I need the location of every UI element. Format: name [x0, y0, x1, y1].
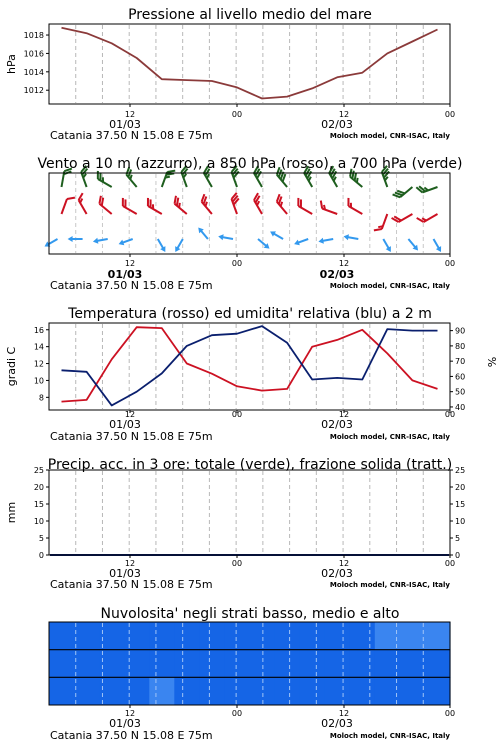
wind-arrow [381, 238, 394, 254]
cloud-cell [275, 622, 301, 650]
y-tick-label-right: 10 [455, 517, 466, 526]
cloud-cell [425, 622, 451, 650]
x-tick-label: 00 [231, 709, 243, 718]
plot-frame-3 [49, 470, 450, 555]
x-tick-label: 00 [231, 259, 243, 268]
model-credit: Moloch model, CNR-ISAC, Italy [329, 132, 450, 140]
y-tick-label: 1014 [23, 67, 44, 77]
x-tick-label: 12 [124, 709, 136, 718]
y-tick-label: 15 [33, 500, 44, 509]
y-axis-label: gradi C [5, 346, 18, 387]
wind-barb [119, 198, 140, 214]
cloud-cell [325, 677, 351, 705]
date-label: 01/03 [109, 717, 141, 730]
wind-arrow [92, 236, 108, 245]
date-label: 01/03 [107, 268, 143, 281]
cloud-cell [224, 622, 250, 650]
date-label: 01/03 [109, 567, 141, 580]
cloud-cell [174, 622, 200, 650]
cloud-cell [74, 677, 100, 705]
wind-arrow [68, 236, 83, 242]
x-tick-label: 12 [338, 410, 350, 419]
y-tick-label-right: 70 [455, 357, 466, 367]
y-tick-label-right: 0 [455, 551, 461, 560]
wind-arrow [269, 229, 285, 242]
cloud-cell [149, 650, 175, 678]
x-tick-label: 00 [444, 559, 456, 568]
wind-barb [416, 180, 437, 193]
temperature-line [62, 327, 438, 401]
cloud-cell [174, 650, 200, 678]
wind-barb [393, 182, 413, 200]
cloud-cell [300, 677, 326, 705]
date-label: 02/03 [321, 567, 353, 580]
location-label: Catania 37.50 N 15.08 E 75m [50, 279, 213, 292]
cloud-cell [250, 677, 276, 705]
date-label: 01/03 [109, 118, 141, 131]
date-label: 02/03 [321, 118, 353, 131]
cloud-cell [149, 677, 175, 705]
wind-barb [199, 194, 217, 214]
y-tick-label: 25 [33, 466, 44, 475]
wind-barb [392, 208, 413, 224]
y-tick-label: 20 [33, 483, 44, 492]
humidity-line [62, 326, 438, 405]
wind-barb [374, 212, 387, 233]
y-tick-label: 10 [33, 376, 44, 386]
cloud-cell [199, 650, 225, 678]
cloud-cell [224, 650, 250, 678]
chart-title: Nuvolosita' negli strati basso, medio e alto [100, 606, 400, 622]
location-label: Catania 37.50 N 15.08 E 75m [50, 430, 213, 443]
model-credit: Moloch model, CNR-ISAC, Italy [329, 433, 450, 441]
wind-arrow [318, 236, 334, 245]
x-tick-label: 00 [231, 110, 243, 119]
cloud-cell [400, 622, 426, 650]
y-tick-label-right: 20 [455, 483, 466, 492]
y-tick-label-right: 15 [455, 500, 466, 509]
x-tick-label: 00 [231, 410, 243, 419]
x-tick-label: 12 [124, 110, 136, 119]
cloud-cell [174, 677, 200, 705]
y-tick-label: 1016 [23, 49, 44, 59]
wind-barb [96, 196, 116, 214]
wind-barb [62, 195, 75, 216]
x-tick-label: 00 [231, 559, 243, 568]
wind-barb [144, 198, 165, 214]
y-tick-label-right: 25 [455, 466, 466, 475]
wind-arrow [196, 226, 210, 241]
date-label: 02/03 [321, 418, 353, 431]
cloud-cell [124, 622, 150, 650]
cloud-cell [49, 677, 75, 705]
wind-arrow [155, 238, 168, 254]
y-tick-label: 1012 [23, 86, 44, 96]
cloud-cell [199, 677, 225, 705]
y-tick-label-right: 90 [455, 326, 466, 336]
cloud-cell [149, 622, 175, 650]
y-tick-label: 12 [33, 359, 44, 369]
cloud-cell [250, 650, 276, 678]
y-tick-label: 16 [33, 325, 44, 335]
y-tick-label-right: 50 [455, 387, 466, 397]
x-tick-label: 12 [338, 259, 350, 268]
wind-barb [171, 196, 191, 214]
plot-frame-2 [49, 323, 450, 410]
wind-barb [295, 198, 316, 214]
y-tick-label: 8 [38, 393, 44, 403]
cloud-cell [300, 622, 326, 650]
x-tick-label: 00 [444, 110, 456, 119]
wind-barb [252, 193, 268, 214]
cloud-cell [275, 650, 301, 678]
y-tick-label: 14 [33, 342, 44, 352]
y-tick-label: 10 [33, 517, 44, 526]
chart-title: Vento a 10 m (azzurro), a 850 hPa (rosso), a 700 hPa (verde) [37, 156, 463, 172]
location-label: Catania 37.50 N 15.08 E 75m [50, 578, 213, 591]
wind-barb [417, 208, 438, 224]
cloud-cell [49, 622, 75, 650]
cloud-cell [224, 677, 250, 705]
x-tick-label: 00 [444, 259, 456, 268]
cloud-cell [350, 622, 376, 650]
cloud-cell [74, 650, 100, 678]
location-label: Catania 37.50 N 15.08 E 75m [50, 729, 213, 742]
y-tick-label-right: 80 [455, 341, 466, 351]
date-label: 02/03 [321, 717, 353, 730]
wind-barb [318, 201, 339, 214]
cloud-cell [400, 677, 426, 705]
cloud-cell [124, 650, 150, 678]
x-tick-label: 00 [444, 709, 456, 718]
cloud-cell [300, 650, 326, 678]
y-tick-label: 0 [38, 551, 44, 560]
cloud-cell [425, 650, 451, 678]
x-tick-label: 12 [124, 410, 136, 419]
wind-arrow [118, 236, 134, 247]
y-tick-label: 1018 [23, 31, 44, 41]
wind-arrow [256, 237, 271, 251]
y-tick-label-right: 40 [455, 402, 466, 412]
cloud-cell [350, 677, 376, 705]
wind-arrow [43, 236, 59, 249]
cloud-cell [325, 650, 351, 678]
pressure-line [62, 28, 438, 99]
cloud-cell [74, 622, 100, 650]
x-tick-label: 12 [338, 709, 350, 718]
cloud-cell [49, 650, 75, 678]
model-credit: Moloch model, CNR-ISAC, Italy [329, 581, 450, 589]
wind-barb [230, 193, 243, 214]
cloud-cell [124, 677, 150, 705]
cloud-cell [350, 650, 376, 678]
chart-title: Precip. acc. in 3 ore: totale (verde), frazione solida (tratt.) [47, 457, 453, 473]
cloud-cell [275, 677, 301, 705]
cloud-cell [400, 650, 426, 678]
x-tick-label: 12 [124, 559, 136, 568]
wind-arrow [431, 238, 444, 254]
y-axis-label: hPa [5, 54, 18, 74]
wind-arrow [343, 233, 359, 242]
chart-title: Pressione al livello medio del mare [128, 7, 372, 23]
cloud-cell [425, 677, 451, 705]
wind-arrow [406, 237, 420, 252]
y-axis-label: mm [5, 501, 18, 524]
cloud-cell [325, 622, 351, 650]
wind-barb [77, 193, 93, 214]
x-tick-label: 12 [338, 559, 350, 568]
model-credit: Moloch model, CNR-ISAC, Italy [329, 282, 450, 290]
x-tick-label: 00 [444, 410, 456, 419]
y-axis-label-right: % [485, 356, 498, 368]
x-tick-label: 12 [338, 110, 350, 119]
date-label: 01/03 [109, 418, 141, 431]
y-tick-label: 5 [38, 534, 44, 543]
chart-title: Temperatura (rosso) ed umidita' relativa (blu) a 2 m [68, 306, 432, 322]
wind-arrow [218, 233, 234, 242]
wind-arrow [173, 238, 186, 254]
y-tick-label-right: 60 [455, 372, 466, 382]
cloud-cell [250, 622, 276, 650]
wind-arrow [293, 236, 309, 247]
model-credit: Moloch model, CNR-ISAC, Italy [329, 732, 450, 740]
y-tick-label-right: 5 [455, 534, 461, 543]
date-label: 02/03 [319, 268, 355, 281]
wind-barb [345, 198, 366, 214]
location-label: Catania 37.50 N 15.08 E 75m [50, 129, 213, 142]
cloud-cell [199, 622, 225, 650]
x-tick-label: 12 [124, 259, 136, 268]
